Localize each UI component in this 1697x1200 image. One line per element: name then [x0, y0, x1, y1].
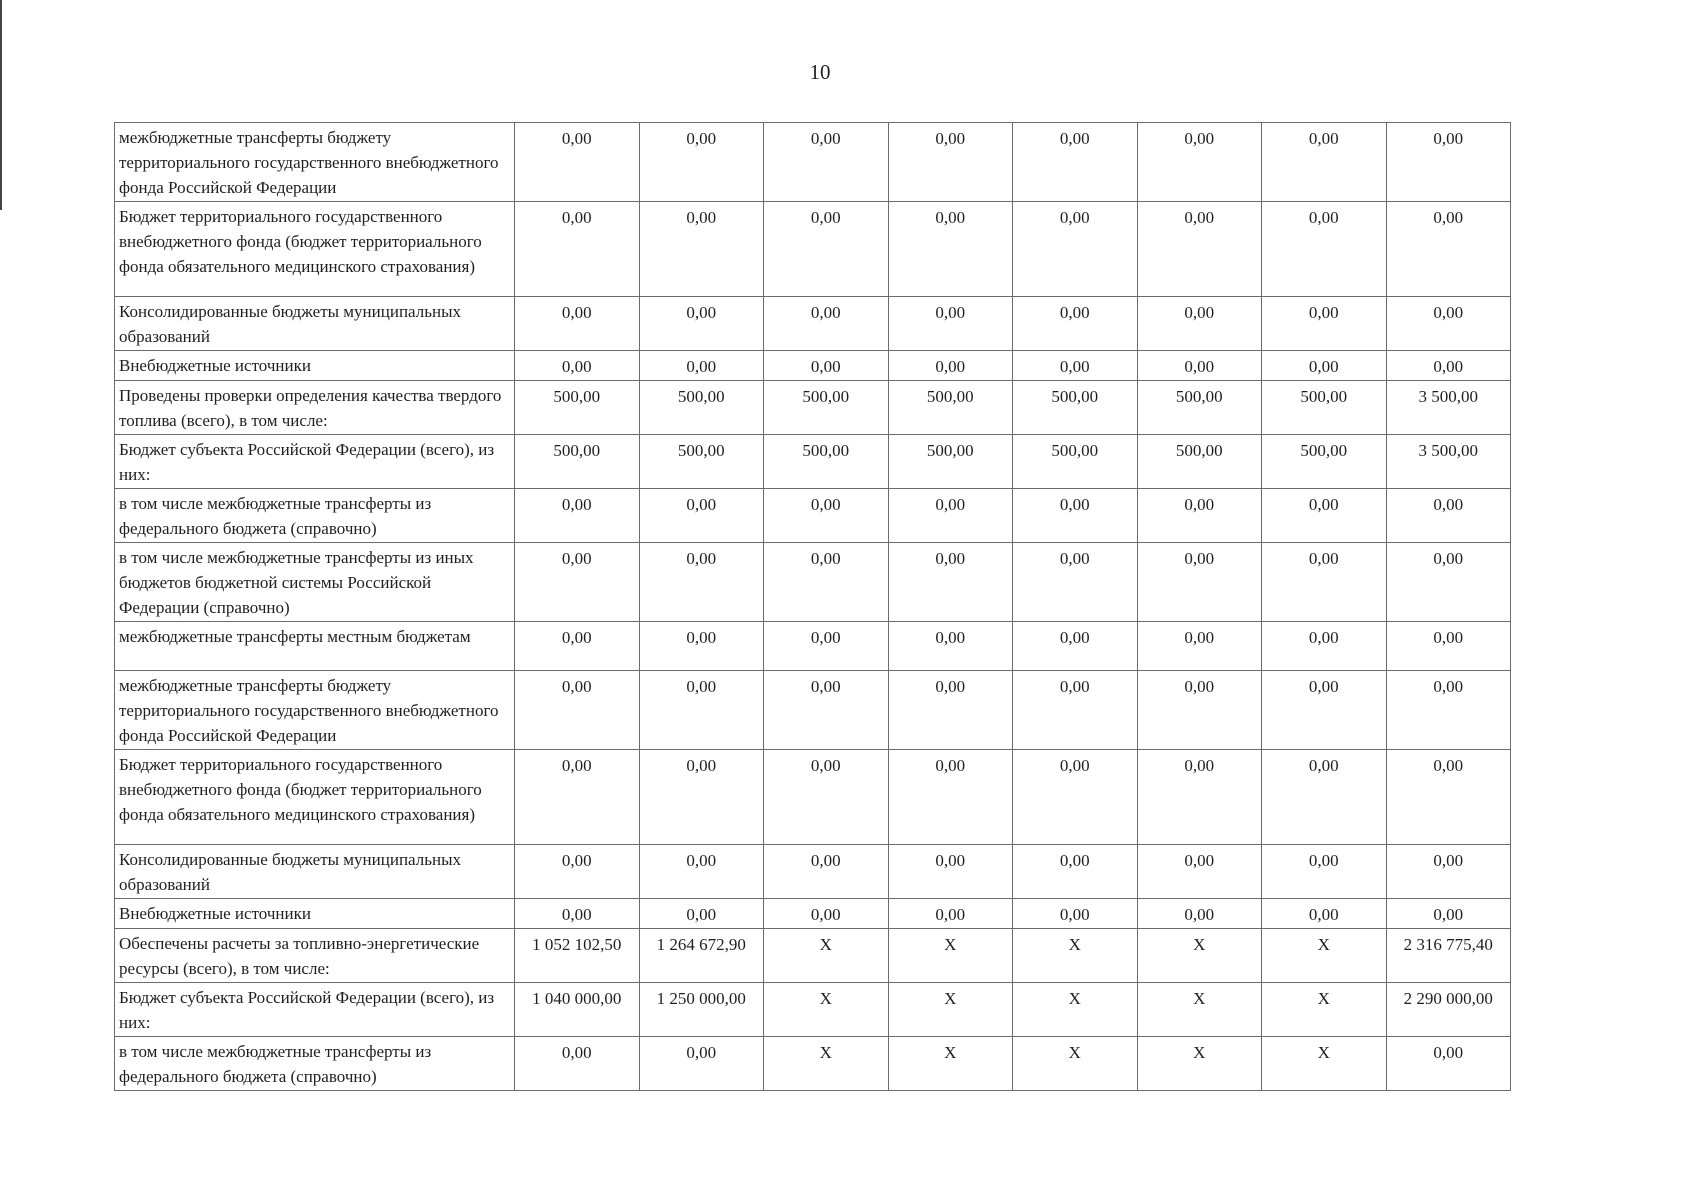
table-row — [115, 899, 1511, 929]
cell-total: 0,00 — [1386, 297, 1511, 351]
cell-value: 0,00 — [888, 543, 1013, 622]
row-label: Внебюджетные источники — [115, 351, 515, 381]
table-row — [115, 351, 1511, 381]
cell-total: 0,00 — [1386, 202, 1511, 297]
cell-value: 500,00 — [639, 435, 764, 489]
cell-value: 0,00 — [1262, 489, 1387, 543]
table-row — [115, 543, 1511, 622]
cell-value: 0,00 — [764, 671, 889, 750]
row-label: Внебюджетные источники — [115, 899, 515, 929]
cell-total: 3 500,00 — [1386, 435, 1511, 489]
cell-value: 0,00 — [515, 899, 640, 929]
cell-value: 0,00 — [764, 489, 889, 543]
table-body — [115, 123, 1511, 1091]
cell-total: 0,00 — [1386, 845, 1511, 899]
cell-value: 0,00 — [764, 543, 889, 622]
cell-total: 0,00 — [1386, 750, 1511, 845]
cell-value: 0,00 — [515, 351, 640, 381]
cell-value: 0,00 — [639, 750, 764, 845]
cell-total: 3 500,00 — [1386, 381, 1511, 435]
cell-value: 0,00 — [764, 297, 889, 351]
cell-total: 0,00 — [1386, 622, 1511, 671]
cell-value: 0,00 — [639, 622, 764, 671]
cell-total: 2 316 775,40 — [1386, 929, 1511, 983]
cell-value: 0,00 — [639, 202, 764, 297]
row-label: Бюджет субъекта Российской Федерации (всего), из них: — [115, 983, 515, 1037]
row-label: межбюджетные трансферты бюджету территориального государственного внебюджетного фонда Российской Федерации — [115, 671, 515, 750]
cell-value: 0,00 — [764, 750, 889, 845]
table-row — [115, 123, 1511, 202]
cell-value: 0,00 — [639, 351, 764, 381]
cell-value: 0,00 — [764, 123, 889, 202]
cell-value: X — [1137, 1037, 1262, 1091]
cell-value: 0,00 — [1137, 297, 1262, 351]
table-row — [115, 202, 1511, 297]
cell-value: X — [1137, 983, 1262, 1037]
cell-value: 500,00 — [888, 435, 1013, 489]
cell-value: 0,00 — [888, 297, 1013, 351]
cell-value: 0,00 — [515, 489, 640, 543]
cell-value: 0,00 — [1013, 202, 1138, 297]
row-label: Бюджет субъекта Российской Федерации (всего), из них: — [115, 435, 515, 489]
cell-value: 500,00 — [1262, 381, 1387, 435]
cell-value: 500,00 — [764, 381, 889, 435]
cell-value: 500,00 — [515, 381, 640, 435]
cell-value: 500,00 — [639, 381, 764, 435]
cell-value: 1 040 000,00 — [515, 983, 640, 1037]
cell-value: 1 264 672,90 — [639, 929, 764, 983]
cell-value: X — [1013, 1037, 1138, 1091]
cell-value: 0,00 — [515, 750, 640, 845]
cell-value: 500,00 — [1262, 435, 1387, 489]
cell-value: 0,00 — [888, 671, 1013, 750]
cell-value: 0,00 — [1262, 351, 1387, 381]
cell-value: X — [764, 929, 889, 983]
cell-value: 0,00 — [1013, 123, 1138, 202]
row-label: Консолидированные бюджеты муниципальных образований — [115, 297, 515, 351]
cell-value: 0,00 — [515, 297, 640, 351]
cell-value: 0,00 — [515, 671, 640, 750]
cell-value: 0,00 — [1013, 543, 1138, 622]
table-row — [115, 1037, 1511, 1091]
cell-value: 0,00 — [764, 202, 889, 297]
cell-value: 0,00 — [888, 750, 1013, 845]
cell-value: 0,00 — [515, 543, 640, 622]
cell-total: 0,00 — [1386, 899, 1511, 929]
cell-value: 0,00 — [1137, 351, 1262, 381]
cell-value: 0,00 — [515, 202, 640, 297]
row-label: Обеспечены расчеты за топливно-энергетические ресурсы (всего), в том числе: — [115, 929, 515, 983]
cell-value: 0,00 — [1262, 297, 1387, 351]
cell-value: X — [1262, 929, 1387, 983]
cell-value: 0,00 — [1262, 622, 1387, 671]
cell-value: 0,00 — [1013, 622, 1138, 671]
cell-value: 0,00 — [1262, 899, 1387, 929]
cell-total: 0,00 — [1386, 543, 1511, 622]
row-label: Бюджет территориального государственного внебюджетного фонда (бюджет территориального фонда обязательного медицинского страхования) — [115, 202, 515, 297]
cell-value: 500,00 — [1013, 435, 1138, 489]
row-label: межбюджетные трансферты бюджету территориального государственного внебюджетного фонда Российской Федерации — [115, 123, 515, 202]
cell-value: 0,00 — [888, 351, 1013, 381]
cell-value: 500,00 — [1137, 381, 1262, 435]
cell-value: 0,00 — [1013, 671, 1138, 750]
cell-value: X — [764, 1037, 889, 1091]
row-label: Консолидированные бюджеты муниципальных образований — [115, 845, 515, 899]
cell-value: 0,00 — [764, 351, 889, 381]
cell-value: 0,00 — [639, 297, 764, 351]
cell-value: 0,00 — [1013, 750, 1138, 845]
cell-value: 0,00 — [888, 123, 1013, 202]
cell-value: 0,00 — [764, 622, 889, 671]
table-row — [115, 297, 1511, 351]
cell-value: 500,00 — [888, 381, 1013, 435]
table-row — [115, 671, 1511, 750]
cell-value: 1 250 000,00 — [639, 983, 764, 1037]
cell-value: X — [888, 1037, 1013, 1091]
cell-value: 0,00 — [1137, 622, 1262, 671]
table-row — [115, 750, 1511, 845]
cell-value: 0,00 — [1137, 489, 1262, 543]
cell-value: X — [888, 929, 1013, 983]
cell-value: 0,00 — [1137, 202, 1262, 297]
table-row — [115, 929, 1511, 983]
cell-value: 0,00 — [1137, 123, 1262, 202]
table-row — [115, 489, 1511, 543]
row-label: в том числе межбюджетные трансферты из иных бюджетов бюджетной системы Российской Федерации (справочно) — [115, 543, 515, 622]
budget-table — [114, 122, 1511, 1091]
cell-value: 0,00 — [515, 845, 640, 899]
row-label: межбюджетные трансферты местным бюджетам — [115, 622, 515, 671]
table-row — [115, 983, 1511, 1037]
cell-value: 0,00 — [639, 899, 764, 929]
cell-value: 0,00 — [639, 1037, 764, 1091]
cell-value: 0,00 — [515, 1037, 640, 1091]
table-row — [115, 845, 1511, 899]
page-number: 10 — [809, 60, 831, 84]
cell-total: 0,00 — [1386, 123, 1511, 202]
cell-value: 0,00 — [1137, 750, 1262, 845]
cell-value: 0,00 — [639, 543, 764, 622]
cell-value: X — [1262, 1037, 1387, 1091]
cell-value: X — [764, 983, 889, 1037]
cell-value: 0,00 — [1137, 899, 1262, 929]
cell-value: 0,00 — [1013, 297, 1138, 351]
cell-value: 0,00 — [1137, 671, 1262, 750]
cell-value: 0,00 — [1137, 845, 1262, 899]
cell-value: 0,00 — [639, 845, 764, 899]
cell-value: 0,00 — [1013, 351, 1138, 381]
cell-value: 0,00 — [1013, 489, 1138, 543]
scan-edge-line — [0, 0, 2, 210]
cell-value: 500,00 — [1013, 381, 1138, 435]
cell-value: X — [1262, 983, 1387, 1037]
cell-value: 0,00 — [1262, 750, 1387, 845]
cell-value: 500,00 — [515, 435, 640, 489]
cell-total: 2 290 000,00 — [1386, 983, 1511, 1037]
cell-value: 0,00 — [639, 671, 764, 750]
cell-value: 0,00 — [1262, 543, 1387, 622]
cell-value: 0,00 — [764, 899, 889, 929]
cell-value: X — [1137, 929, 1262, 983]
row-label: в том числе межбюджетные трансферты из федерального бюджета (справочно) — [115, 1037, 515, 1091]
table-row — [115, 622, 1511, 671]
row-label: Проведены проверки определения качества твердого топлива (всего), в том числе: — [115, 381, 515, 435]
cell-value: 0,00 — [1013, 899, 1138, 929]
cell-value: 0,00 — [888, 899, 1013, 929]
cell-total: 0,00 — [1386, 1037, 1511, 1091]
row-label: в том числе межбюджетные трансферты из федерального бюджета (справочно) — [115, 489, 515, 543]
cell-value: 0,00 — [515, 622, 640, 671]
cell-value: 0,00 — [888, 489, 1013, 543]
cell-value: 0,00 — [639, 123, 764, 202]
cell-total: 0,00 — [1386, 351, 1511, 381]
cell-value: 0,00 — [888, 202, 1013, 297]
cell-value: 0,00 — [888, 845, 1013, 899]
cell-value: 0,00 — [1262, 845, 1387, 899]
cell-value: 500,00 — [1137, 435, 1262, 489]
cell-value: 0,00 — [639, 489, 764, 543]
cell-value: 0,00 — [1262, 202, 1387, 297]
cell-total: 0,00 — [1386, 489, 1511, 543]
cell-value: X — [1013, 983, 1138, 1037]
cell-value: 0,00 — [1262, 671, 1387, 750]
cell-value: 0,00 — [1137, 543, 1262, 622]
cell-value: 0,00 — [1013, 845, 1138, 899]
cell-value: 0,00 — [764, 845, 889, 899]
table-row — [115, 381, 1511, 435]
cell-value: X — [888, 983, 1013, 1037]
cell-value: 0,00 — [515, 123, 640, 202]
cell-value: 0,00 — [888, 622, 1013, 671]
cell-total: 0,00 — [1386, 671, 1511, 750]
cell-value: 500,00 — [764, 435, 889, 489]
cell-value: 1 052 102,50 — [515, 929, 640, 983]
row-label: Бюджет территориального государственного внебюджетного фонда (бюджет территориального фонда обязательного медицинского страхования) — [115, 750, 515, 845]
table-row — [115, 435, 1511, 489]
cell-value: X — [1013, 929, 1138, 983]
cell-value: 0,00 — [1262, 123, 1387, 202]
